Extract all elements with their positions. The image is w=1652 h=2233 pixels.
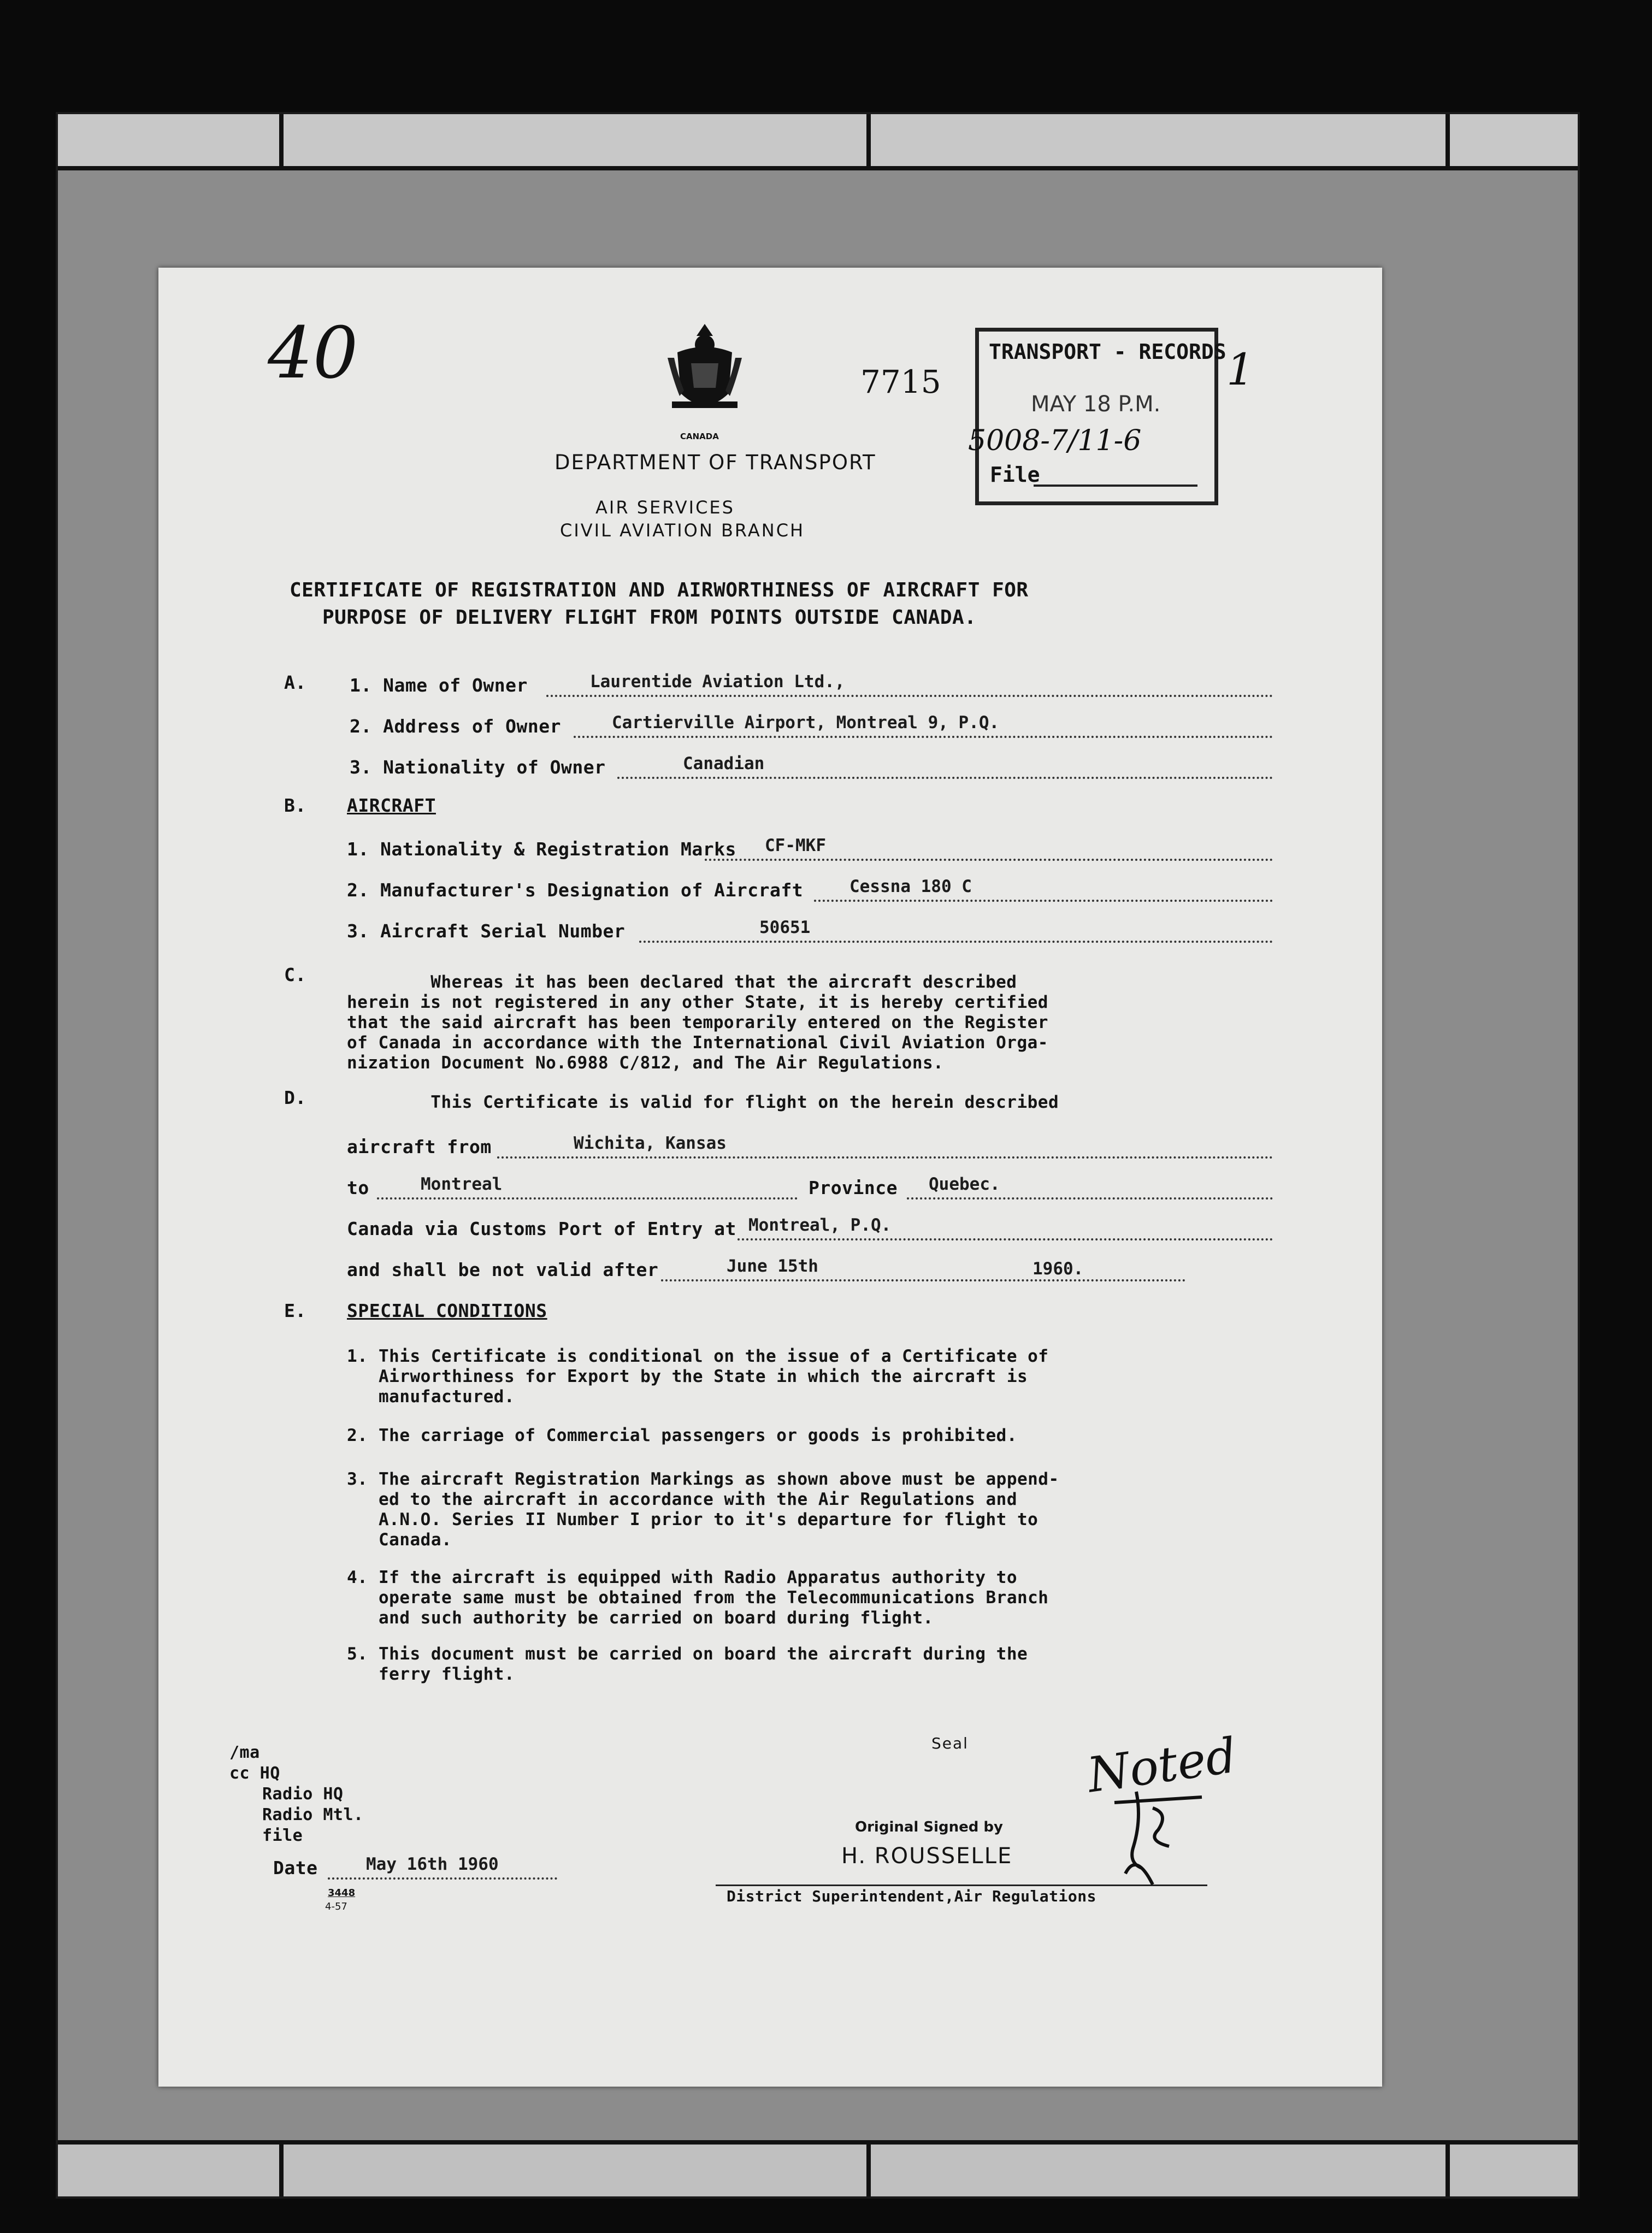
cc-line: cc HQ (229, 1764, 280, 1783)
valid-after-label: and shall be not valid after (347, 1259, 659, 1280)
condition-2 (347, 1426, 1017, 1446)
province-value: Quebec. (929, 1174, 1000, 1194)
cc-line: /ma (229, 1743, 260, 1762)
section-d-intro: This Certificate is valid for flight on the herein described (347, 1092, 1059, 1112)
frame-divider (866, 114, 871, 166)
designation-label: 2. Manufacturer's Designation of Aircraft (347, 879, 804, 901)
province-line (907, 1197, 1273, 1200)
condition-line: The aircraft Registration Markings as shown above must be append- (379, 1469, 1059, 1489)
flight-to-value: Montreal (421, 1174, 503, 1194)
section-c-line: that the said aircraft has been temporarily entered on the Register (347, 1013, 1048, 1032)
condition-1 (347, 1346, 1048, 1407)
section-b-heading: AIRCRAFT (347, 795, 436, 816)
form-date: 4-57 (325, 1901, 347, 1912)
condition-number: 1. (347, 1346, 368, 1366)
section-c-line: of Canada in accordance with the International Civil Aviation Orga- (347, 1033, 1048, 1053)
condition-number: 3. (347, 1469, 368, 1489)
registration-marks-line (705, 859, 1273, 861)
certificate-document (158, 268, 1382, 2087)
branch-line-2: CIVIL AVIATION BRANCH (560, 520, 805, 541)
owner-nationality-label: 3. Nationality of Owner (350, 757, 606, 778)
signer-title: District Superintendent,Air Regulations (727, 1887, 1096, 1905)
seal-label: Seal (931, 1734, 969, 1752)
stamp-file-number: 5008-7/11-6 (968, 424, 1142, 457)
condition-3 (347, 1469, 1059, 1550)
flight-to-label: to (347, 1177, 369, 1198)
frame-divider (1446, 2145, 1450, 2196)
condition-line: Airworthiness for Export by the State in which the aircraft is (379, 1367, 1028, 1386)
owner-name-value: Laurentide Aviation Ltd., (590, 672, 845, 692)
customs-port-label: Canada via Customs Port of Entry at (347, 1218, 736, 1239)
original-signed-label: Original Signed by (855, 1819, 1003, 1835)
stamp-file-line (1034, 485, 1197, 487)
owner-nationality-value: Canadian (683, 754, 765, 773)
section-d-letter: D. (284, 1087, 306, 1108)
records-stamp (968, 328, 1226, 505)
stamp-handwritten-mark: 1 (1226, 344, 1254, 395)
condition-line: operate same must be obtained from the Telecommunications Branch (379, 1588, 1049, 1608)
serial-number-line (639, 941, 1273, 943)
condition-line: This document must be carried on board the aircraft during the (379, 1644, 1028, 1664)
cc-list (229, 1742, 364, 1846)
signer-name: H. ROUSSELLE (841, 1844, 1013, 1869)
section-b-letter: B. (284, 795, 306, 816)
owner-name-line (546, 695, 1273, 697)
owner-address-line (574, 736, 1273, 738)
stamp-file-label: File (990, 463, 1040, 487)
flight-from-value: Wichita, Kansas (574, 1133, 727, 1153)
customs-port-line (738, 1238, 1273, 1240)
certificate-title-line-1: CERTIFICATE OF REGISTRATION AND AIRWORTHINESS OF AIRCRAFT FOR (290, 579, 1029, 601)
condition-line: If the aircraft is equipped with Radio Apparatus authority to (379, 1568, 1017, 1587)
designation-line (814, 900, 1273, 902)
certificate-title-line-2: PURPOSE OF DELIVERY FLIGHT FROM POINTS OUTSIDE CANADA. (322, 606, 977, 629)
condition-line: ed to the aircraft in accordance with the Air Regulations and (379, 1490, 1017, 1509)
section-e-heading: SPECIAL CONDITIONS (347, 1300, 547, 1321)
condition-line: This Certificate is conditional on the issue of a Certificate of (379, 1346, 1049, 1366)
section-e-letter: E. (284, 1300, 306, 1321)
handwritten-noted: Noted (1084, 1727, 1240, 1804)
canada-crest-icon (661, 320, 748, 429)
flight-to-line (377, 1197, 798, 1200)
department-heading: DEPARTMENT OF TRANSPORT (554, 451, 876, 474)
registration-marks-value: CF-MKF (765, 836, 826, 855)
handwritten-initials (1104, 1786, 1213, 1895)
date-value: May 16th 1960 (366, 1854, 499, 1874)
valid-after-value: June 15th (727, 1256, 818, 1276)
condition-number: 5. (347, 1644, 368, 1664)
serial-number-label: 3. Aircraft Serial Number (347, 920, 626, 942)
owner-address-value: Cartierville Airport, Montreal 9, P.Q. (612, 713, 1000, 732)
section-c-letter: C. (284, 964, 306, 985)
stamp-date: MAY 18 P.M. (1031, 392, 1161, 417)
frame-divider (866, 2145, 871, 2196)
frame-bottom-strip (58, 2140, 1578, 2196)
cc-line: Radio HQ (262, 1785, 344, 1804)
cc-line: file (262, 1826, 303, 1845)
flight-from-line (497, 1156, 1273, 1159)
condition-number: 4. (347, 1568, 368, 1587)
date-label: Date (273, 1857, 318, 1878)
condition-line: A.N.O. Series II Number I prior to it's departure for flight to (379, 1510, 1039, 1529)
crest-label: CANADA (680, 432, 719, 441)
handwritten-folio: 40 (268, 311, 358, 394)
valid-year-value: 1960. (1032, 1259, 1084, 1279)
condition-5 (347, 1644, 1028, 1685)
owner-nationality-line (617, 777, 1273, 779)
customs-port-value: Montreal, P.Q. (748, 1215, 892, 1235)
condition-line: and such authority be carried on board during flight. (379, 1608, 934, 1628)
section-c-line: Whereas it has been declared that the aircraft described (347, 972, 1017, 992)
date-line (328, 1877, 557, 1880)
valid-after-line (661, 1279, 1185, 1281)
condition-line: ferry flight. (379, 1664, 515, 1684)
stamp-title: TRANSPORT - RECORDS (989, 340, 1226, 364)
flight-from-label: aircraft from (347, 1136, 492, 1157)
condition-line: manufactured. (379, 1387, 515, 1407)
section-a-letter: A. (284, 672, 306, 693)
designation-value: Cessna 180 C (849, 877, 972, 896)
condition-line: Canada. (379, 1530, 452, 1550)
cc-line: Radio Mtl. (262, 1805, 364, 1824)
section-c-text (347, 972, 1048, 1073)
section-c-line: nization Document No.6988 C/812, and The Air Regulations. (347, 1053, 944, 1073)
frame-divider (279, 2145, 284, 2196)
condition-line: The carriage of Commercial passengers or goods is prohibited. (379, 1426, 1017, 1445)
serial-number-value: 50651 (759, 918, 811, 937)
frame-top-strip (58, 114, 1578, 170)
document-number: 7715 (860, 363, 941, 400)
condition-number: 2. (347, 1426, 368, 1445)
condition-4 (347, 1568, 1048, 1628)
form-number: 3448 (328, 1887, 356, 1899)
owner-address-label: 2. Address of Owner (350, 716, 561, 737)
section-c-line: herein is not registered in any other State, it is hereby certified (347, 993, 1048, 1012)
frame-divider (279, 114, 284, 166)
owner-name-label: 1. Name of Owner (350, 675, 528, 696)
registration-marks-label: 1. Nationality & Registration Marks (347, 838, 736, 860)
frame-divider (1446, 114, 1450, 166)
province-label: Province (809, 1177, 898, 1198)
branch-line-1: AIR SERVICES (595, 497, 735, 518)
